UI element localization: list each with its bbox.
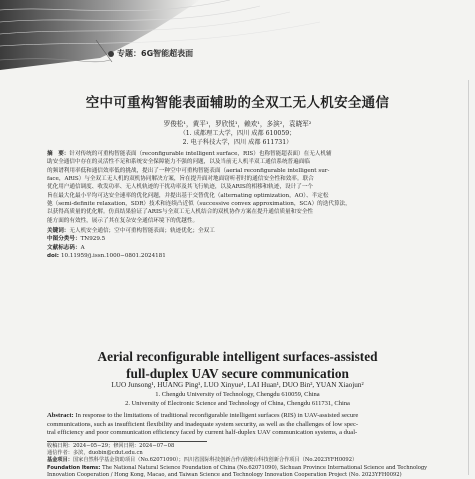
english-abstract (47, 412, 433, 438)
abstract-line: tral efficiency and poor communication efficiency faced by current half-duplex UAV communication systems, a dual- (47, 429, 358, 437)
footnote-block (47, 443, 433, 479)
header-wave-graphic (0, 0, 475, 80)
doc-code-row (47, 244, 433, 252)
clc-label: 中图分类号： (47, 236, 81, 243)
abstract-line: 优化用户通信调度、收发功率、无人机轨迹的干扰功率及其飞行轨迹，以及ARIS的相移和轨迹，设计了一个 (47, 184, 314, 191)
english-title (0, 348, 475, 382)
keywords-label: 关键词： (47, 228, 70, 234)
footnote-divider (47, 441, 207, 442)
doc-code-value: A (80, 244, 85, 251)
fund-label: 基金项目： (47, 457, 73, 464)
topic-bullet-icon (108, 51, 114, 57)
abstract-line: 助安全通信中存在的灵活性不足和系统安全保障能力不强的问题，以及当前无人机半双工通信系统普遍面临 (47, 159, 310, 166)
abstract-line: communications, such as insufficient flexibility and inadequate system security, as well as the challenges of low spec- (47, 420, 359, 428)
keywords-row (47, 227, 433, 235)
chinese-affiliation-1: （1. 成都理工大学，四川 成都 610059； (179, 130, 296, 137)
topic-text: 专题：6G智能超表面 (117, 49, 194, 58)
chinese-abstract-label: 摘 要： (47, 151, 70, 157)
doc-code-label: 文献标志码： (47, 244, 81, 251)
english-authors: LUO Junsong¹, HUANG Ping¹, LUO Xinyue¹, LAI Huan¹, DUO Bin², YUAN Xiaojun² (111, 381, 364, 389)
clc-row (47, 235, 433, 243)
doi-row (47, 252, 433, 260)
chinese-metadata (47, 227, 433, 260)
english-title-line-2: full-duplex UAV secure communication (126, 366, 349, 381)
abstract-line: 针对传统的可重构智能表面（reconfigurable intelligent surface，RIS）也称智能超表面）在无人机辅 (69, 151, 332, 157)
chinese-authors: 罗俊松¹，黄平¹，罗欣悦¹，赖欢¹，多滨²，袁晓军² (163, 120, 312, 128)
clc-value: TN929.5 (80, 236, 106, 243)
english-title-line-1: Aerial reconfigurable intelligent surfaces-assisted (97, 349, 378, 364)
doi-label: doi: (47, 252, 61, 259)
page-edge-line (468, 80, 469, 475)
fund-en-text: The National Natural Science Foundation of China (No.62071090), Sichuan Province International Science and Technology Innovation Cooperation / Hong Kong, Macao, and Taiwan Science and Technology Innovation Cooperation Project (No. 2023YFH0092) (47, 464, 428, 478)
english-affiliation-2: 2. University of Electronic Science and Technology of China, Chengdu 611731, China (125, 400, 350, 407)
abstract-line: 弛（semi-definite relaxation，SDR）技术和连续凸近似（successive convex approximation，SCA）的迭代算法， (47, 201, 351, 208)
abstract-line: 旨在最大化最小平均可达安全速率的优化问题，并提出基于交替优化（alternating optimization，AO）、半定松 (47, 192, 329, 199)
abstract-line: In response to the limitations of traditional reconfigurable intelligent surfaces (RIS) in UAV-assisted secure (73, 412, 359, 419)
chinese-abstract (47, 150, 433, 225)
topic-label (108, 48, 193, 59)
fund-en-label: Foundation Items: (47, 464, 103, 471)
abstract-line: 的频谱利用率低和通信效率低的挑战，提出了一种空中可重构智能表面（aerial reconfigurable intelligent sur- (47, 167, 330, 174)
corresponding-author: 通信作者：多滨，duobin@cdut.edu.cn (47, 450, 143, 457)
fund-cn (47, 457, 433, 464)
english-abstract-label: Abstract: (47, 412, 74, 419)
abstract-line: face，ARIS）与全双工无人机的双机协同解决方案，旨在提升面对地面窃听者时的通信安全性和效率。联合 (47, 176, 314, 183)
fund-cn-text: 国家自然科学基金资助项目（No.62071090）；四川省国际科技创新合作/港澳台科技创新合作项目（No.2023YFH0092） (72, 457, 358, 464)
received-date: 收稿日期：2024−05−29；修回日期：2024−07−08 (47, 443, 175, 449)
chinese-affiliation-2: 2. 电子科技大学，四川 成都 611731） (182, 139, 293, 146)
abstract-line: 以获得高质量的优化解。仿真结果验证了ARIS与全双工无人机结合的双机协作方案在提升通信质量和安全性 (47, 209, 314, 216)
english-affiliation-1: 1. Chengdu University of Technology, Chengdu 610059, China (155, 391, 320, 398)
fund-en (47, 465, 433, 479)
doi-value[interactable]: 10.11959/j.issn.1000−0801.2024181 (60, 252, 166, 259)
abstract-line: 能方面的有效性，展示了其在复杂安全通信环境下的优越性。 (47, 217, 199, 224)
chinese-title: 空中可重构智能表面辅助的全双工无人机安全通信 (85, 95, 390, 111)
header-banner (0, 0, 475, 80)
keywords-value: 无人机安全通信；空中可重构智能表面；轨迹优化；全双工 (69, 228, 215, 234)
